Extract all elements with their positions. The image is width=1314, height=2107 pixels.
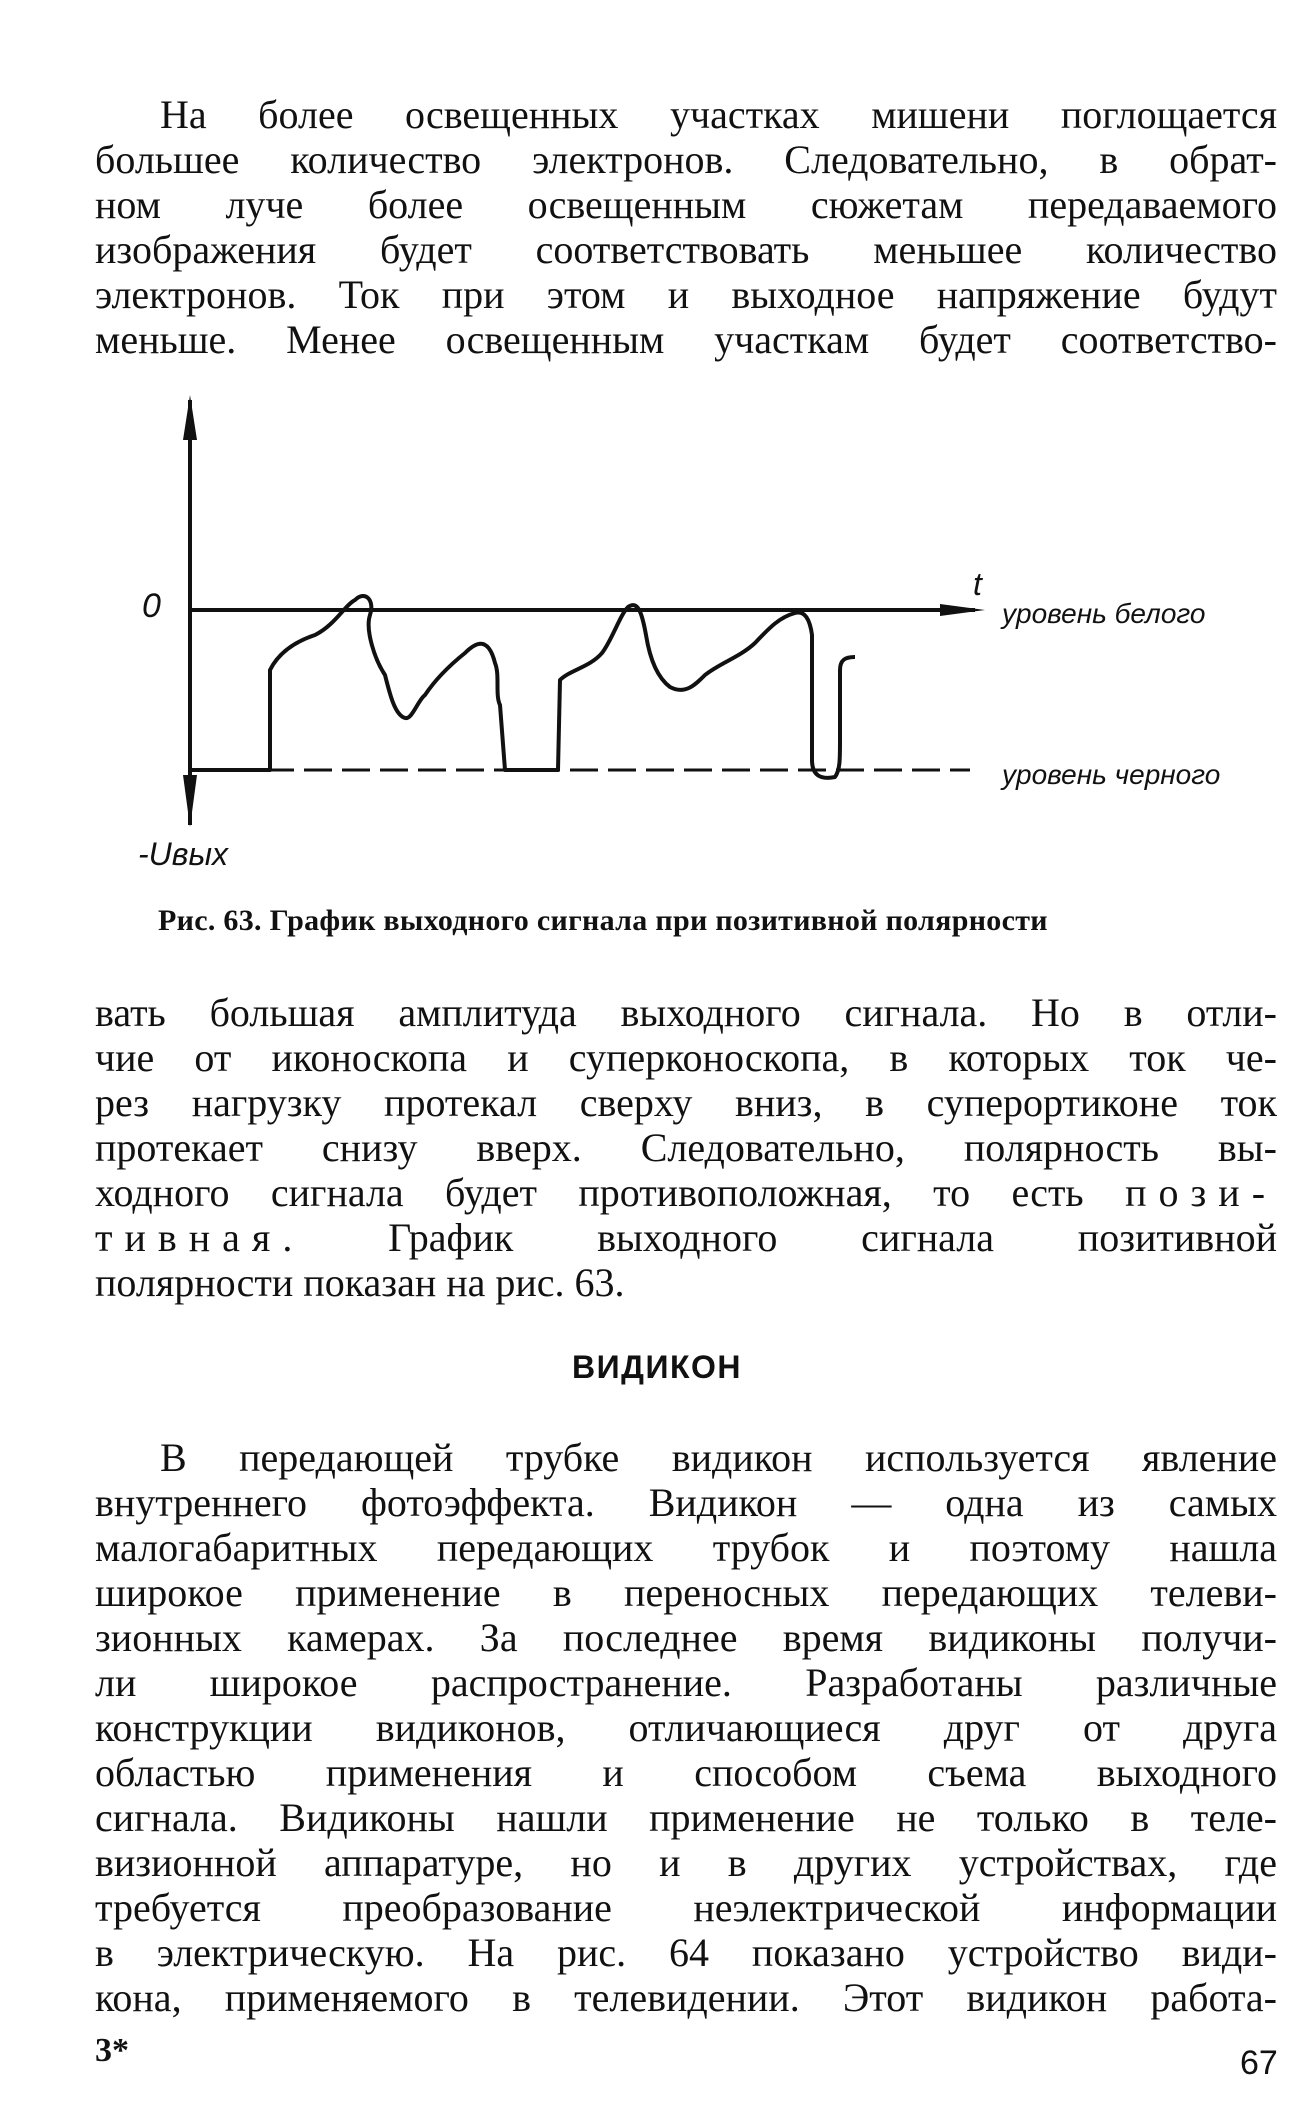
paragraph-bottom [95,1435,1277,2020]
white-level-label: уровень белого [1002,598,1206,629]
text-line: малогабаритных передающих трубок и поэтому нашла [95,1525,1277,1570]
axis-arrow-down [183,775,197,827]
text-line: большее количество электронов. Следовательно, в обрат- [95,137,1277,182]
text-fragment: График выходного сигнала позитивной [388,1215,1277,1260]
text-line: вать большая амплитуда выходного сигнала. Но в отли- [95,990,1277,1035]
spaced-word: пози- [1125,1170,1278,1215]
text-fragment: ходного сигнала будет противоположная, то есть [95,1170,1084,1215]
text-line: изображения будет соответствовать меньшее количество [95,227,1277,272]
text-line: В передающей трубке видикон используется явление [160,1435,1277,1480]
text-line: ли широкое распространение. Разработаны различные [95,1660,1277,1705]
text-line: областью применения и способом съема выходного [95,1750,1277,1795]
text-line: протекает снизу вверх. Следовательно, полярность вы- [95,1125,1277,1170]
y-axis-label: -Uвых [138,836,229,872]
page-number: 67 [1240,2044,1278,2082]
black-level-label: уровень черного [1002,759,1221,790]
text-line: внутреннего фотоэффекта. Видикон — одна из самых [95,1480,1277,1525]
t-label: t [973,566,982,602]
text-line: требуется преобразование неэлектрической информации [95,1885,1277,1930]
section-heading: ВИДИКОН [572,1349,742,1385]
text-line: сигнала. Видиконы нашли применение не только в теле- [95,1795,1277,1840]
text-line: широкое применение в переносных передающих телеви- [95,1570,1277,1615]
figure-caption: Рис. 63. График выходного сигнала при позитивной полярности [158,904,1048,937]
text-line: кона, применяемого в телевидении. Этот видикон работа- [95,1975,1277,2020]
text-line: конструкции видиконов, отличающиеся друг от друга [95,1705,1277,1750]
signal-graph-figure [138,395,1300,895]
text-line: На более освещенных участках мишени поглощается [160,92,1277,137]
spaced-word: тивная. [95,1215,305,1260]
text-line: чие от иконоскопа и суперконоскопа, в которых ток че- [95,1035,1277,1080]
text-line: рез нагрузку протекал сверху вниз, в суперортиконе ток [95,1080,1277,1125]
text-line: ном луче более освещенным сюжетам передаваемого [95,182,1277,227]
time-axis-arrow [940,604,985,616]
text-line [95,1215,1277,1260]
text-line [95,1170,1277,1215]
text-line: полярности показан на рис. 63. [95,1260,625,1305]
signature-mark: 3* [95,2032,129,2069]
paragraph-middle [95,990,1277,1305]
zero-label: 0 [142,587,161,625]
text-line: меньше. Менее освещенным участкам будет соответство- [95,317,1277,362]
paragraph-top [95,92,1277,362]
signal-curve [190,596,855,778]
text-line: визионной аппаратуре, но и в других устройствах, где [95,1840,1277,1885]
text-line: зионных камерах. За последнее время видиконы получи- [95,1615,1277,1660]
text-line: электронов. Ток при этом и выходное напряжение будут [95,272,1277,317]
text-line: в электрическую. На рис. 64 показано устройство види- [95,1930,1277,1975]
axis-arrow-up [183,395,197,440]
